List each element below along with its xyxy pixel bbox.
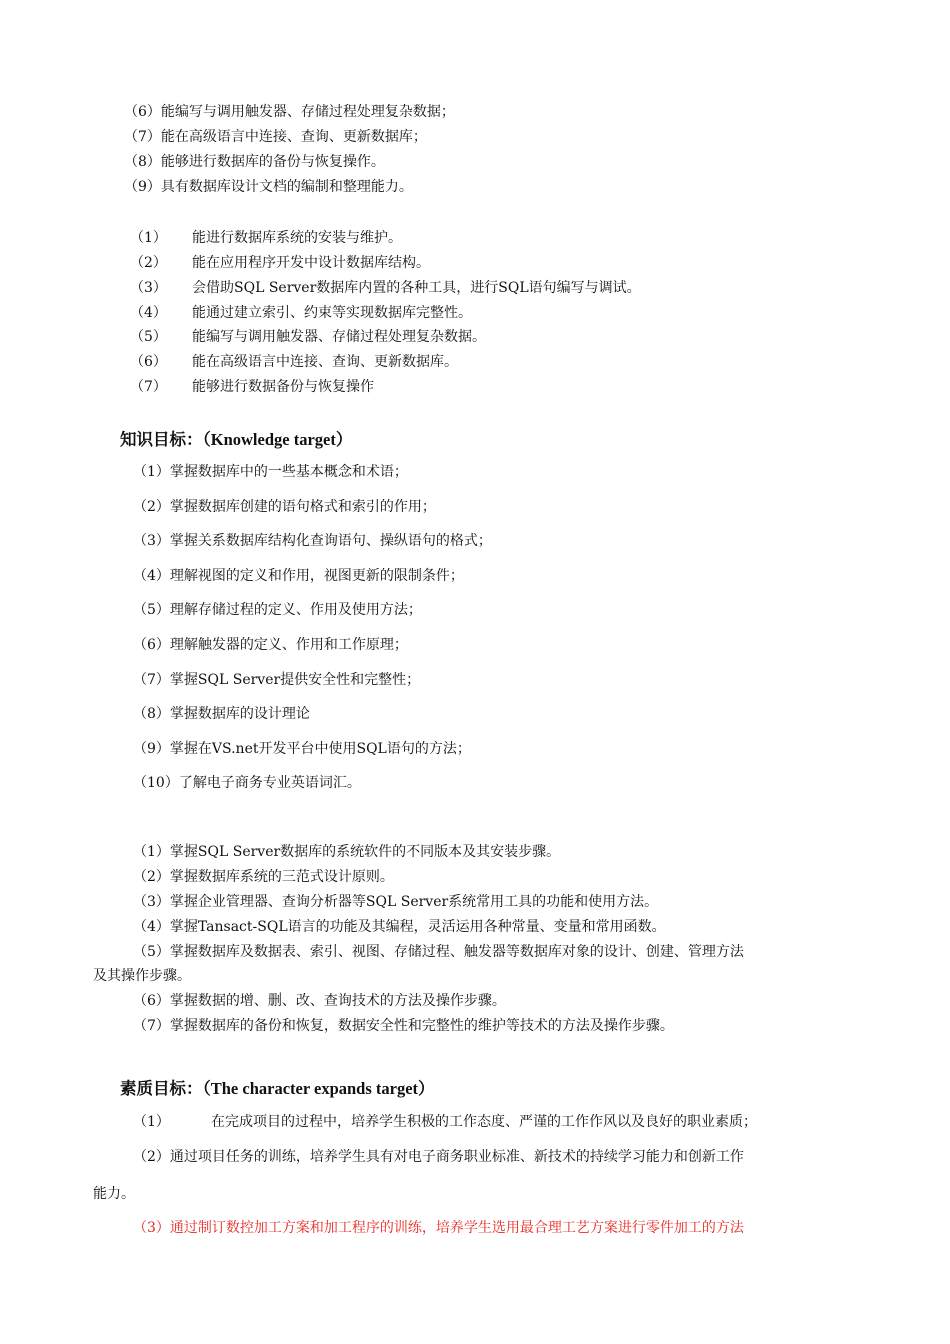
knowledge-item-5: （5）理解存储过程的定义、作用及使用方法； [133, 602, 422, 618]
skill-item-text: 能在高级语言中连接、查询、更新数据库。 [192, 354, 458, 370]
skill-item-6 [130, 353, 458, 371]
skill-item-text: 会借助SQL Server数据库内置的各种工具，进行SQL语句编写与调试。 [192, 280, 641, 296]
ability-item-7: （7）能在高级语言中连接、查询、更新数据库； [124, 129, 427, 145]
mastery-item-7: （7）掌握数据库的备份和恢复，数据安全性和完整性的维护等技术的方法及操作步骤。 [133, 1018, 674, 1034]
mastery-item-5: （5）掌握数据库及数据表、索引、视图、存储过程、触发器等数据库对象的设计、创建、管理方法 [133, 944, 744, 960]
ability-item-8: （8）能够进行数据库的备份与恢复操作。 [124, 154, 385, 170]
skill-item-number: （7） [130, 379, 167, 395]
knowledge-item-3: （3）掌握关系数据库结构化查询语句、操纵语句的格式； [133, 533, 492, 549]
skill-item-7 [130, 378, 374, 396]
skill-item-2 [130, 254, 430, 272]
skill-item-text: 能在应用程序开发中设计数据库结构。 [192, 255, 430, 271]
knowledge-item-7: （7）掌握SQL Server提供安全性和完整性； [133, 672, 421, 688]
skill-item-number: （4） [130, 305, 167, 321]
ability-item-6: （6）能编写与调用触发器、存储过程处理复杂数据； [124, 104, 455, 120]
skill-item-number: （5） [130, 329, 167, 345]
character-heading: 素质目标：（The character expands target） [120, 1079, 435, 1098]
mastery-item-1: （1）掌握SQL Server数据库的系统软件的不同版本及其安装步骤。 [133, 844, 561, 860]
mastery-item-2: （2）掌握数据库系统的三范式设计原则。 [133, 869, 394, 885]
knowledge-item-4: （4）理解视图的定义和作用，视图更新的限制条件； [133, 568, 464, 584]
character-item-number: （1） [133, 1114, 170, 1130]
character-item-2-continued: 能力。 [93, 1186, 135, 1202]
skill-item-1 [130, 229, 402, 247]
skill-item-5 [130, 328, 486, 346]
skill-item-number: （1） [130, 230, 167, 246]
character-item-text: 在完成项目的过程中，培养学生积极的工作态度、严谨的工作作风以及良好的职业素质； [211, 1114, 757, 1130]
skill-item-number: （6） [130, 354, 167, 370]
ability-item-9: （9）具有数据库设计文档的编制和整理能力。 [124, 179, 413, 195]
mastery-item-3: （3）掌握企业管理器、查询分析器等SQL Server系统常用工具的功能和使用方法。 [133, 894, 659, 910]
skill-item-text: 能进行数据库系统的安装与维护。 [192, 230, 402, 246]
knowledge-item-9: （9）掌握在VS.net开发平台中使用SQL语句的方法； [133, 741, 471, 757]
character-item-2: （2）通过项目任务的训练，培养学生具有对电子商务职业标准、新技术的持续学习能力和创新工作 [133, 1149, 744, 1165]
skill-item-3 [130, 279, 641, 297]
skill-item-text: 能编写与调用触发器、存储过程处理复杂数据。 [192, 329, 486, 345]
knowledge-item-10: （10）了解电子商务专业英语词汇。 [133, 775, 361, 791]
mastery-item-5-continued: 及其操作步骤。 [93, 968, 191, 984]
knowledge-item-2: （2）掌握数据库创建的语句格式和索引的作用； [133, 499, 436, 515]
skill-item-4 [130, 304, 472, 322]
skill-item-text: 能够进行数据备份与恢复操作 [192, 379, 374, 395]
mastery-item-6: （6）掌握数据的增、删、改、查询技术的方法及操作步骤。 [133, 993, 506, 1009]
knowledge-heading: 知识目标：（Knowledge target） [120, 430, 353, 449]
knowledge-item-6: （6）理解触发器的定义、作用和工作原理； [133, 637, 408, 653]
skill-item-text: 能通过建立索引、约束等实现数据库完整性。 [192, 305, 472, 321]
knowledge-item-1: （1）掌握数据库中的一些基本概念和术语； [133, 464, 408, 480]
character-item-1 [133, 1113, 757, 1131]
knowledge-item-8: （8）掌握数据库的设计理论 [133, 706, 310, 722]
mastery-item-4: （4）掌握Tansact-SQL语言的功能及其编程，灵活运用各种常量、变量和常用函数。 [133, 919, 666, 935]
skill-item-number: （2） [130, 255, 167, 271]
character-item-3: （3）通过制订数控加工方案和加工程序的训练，培养学生选用最合理工艺方案进行零件加工的方法 [133, 1220, 744, 1236]
skill-item-number: （3） [130, 280, 167, 296]
